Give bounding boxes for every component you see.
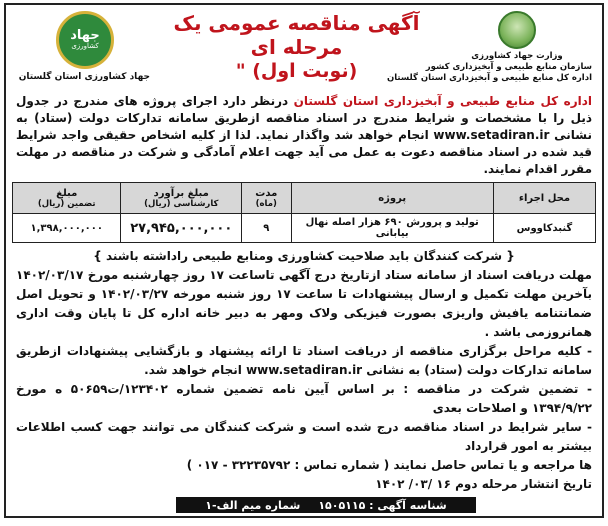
body-text <box>6 247 602 494</box>
setad-link-2[interactable]: www.setadiran.ir <box>246 363 363 377</box>
contact-paragraph: ها مراجعه و یا تماس حاصل نمایند ( شماره تماس : ۳۲۲۳۵۷۹۲ - ۰۱۷ ) <box>186 458 592 472</box>
publish-date: تاریخ انتشار مرحله دوم ۱۶ /۰۳/ ۱۴۰۲ <box>375 477 592 491</box>
jahad-logo-block <box>20 11 150 82</box>
table-row <box>13 214 596 243</box>
col-estimate: مبلغ برآورد کارشناسی (ریال) <box>121 183 242 214</box>
ministry-emblem-icon <box>498 11 536 49</box>
intro-paragraph <box>6 93 602 178</box>
title-line-1: آگهی مناقصه عمومی یک مرحله ای <box>173 11 420 59</box>
tender-table <box>12 182 596 243</box>
eligibility-notice: { شرکت کنندگان باید صلاحیت کشاورزی ومنابع طبیعی راداشته باشند } <box>93 249 515 263</box>
cell-estimate: ۲۷,۹۴۵,۰۰۰,۰۰۰ <box>121 214 242 243</box>
jahad-caption: جهاد کشاورزی استان گلستان <box>18 72 150 82</box>
page-title <box>156 11 437 83</box>
cell-project: تولید و پرورش ۶۹۰ هزار اصله نهال بیابانی <box>291 214 493 243</box>
title-line-2: (نوبت اول) " <box>235 60 358 82</box>
ministry-logo-block <box>386 11 592 84</box>
ministry-line-1: وزارت جهاد کشاورزی <box>471 51 563 61</box>
ministry-line-3: اداره کل منابع طبیعی و آبخیزداری استان گلستان <box>386 73 592 83</box>
intro-text-2: انجام خواهد شد واگذار نماید. لذا از کلیه اشخاص حقیقی واجد شرایط قید شده در اسناد مناقصه دعوت به عمل می آید جهت اعلام آمادگی و شرکت در مناقصه در مهلت مقرر اقدام نمایند. <box>16 128 592 176</box>
other-conditions-paragraph: - سایر شرایط در اسناد مناقصه درج شده است و شرکت کنندگان می توانند جهت کسب اطلاعات بیشتر به امور قرارداد <box>16 420 592 453</box>
cell-duration: ۹ <box>242 214 291 243</box>
ad-id: شناسه آگهی : ۱۵۰۵۱۱۵ <box>318 498 447 512</box>
tender-notice <box>4 3 604 518</box>
footer-bar <box>176 497 476 513</box>
deadline-paragraph: مهلت دریافت اسناد از سامانه ستاد ازتاریخ درج آگهی تاساعت ۱۷ روز چهارشنبه مورخ ۱۴۰۲/۰۳/۱۷ بآخرین مهلت تکمیل و ارسال پیشنهادات تا ساعت ۱۷ روز شنبه مورخه ۱۴۰۲/۰۳/۲۷ و تحویل اصل ضمانتنامه یافیش واریزی بصورت فیزیکی ولاک ومهر به دبیر خانه اداره کل تا پایان وقت اداری همانروزمی باشد . <box>16 268 592 339</box>
cell-location: گنبدکاووس <box>493 214 595 243</box>
ministry-line-2: سازمان منابع طبیعی و آبخیزداری کشور <box>425 62 592 72</box>
col-project: پروژه <box>291 183 493 214</box>
table-header-row <box>13 183 596 214</box>
process-paragraph: - کلیه مراحل برگزاری مناقصه از دریافت اسناد تا ارائه پیشنهاد و بازگشایی پیشنهادات ازطریق سامانه تدارکات دولت (ستاد) به نشانی www.setadiran.ir انجام خواهد شد. <box>16 344 592 377</box>
setad-link[interactable]: www.setadiran.ir <box>433 128 550 142</box>
header <box>6 5 602 93</box>
organization-name: اداره کل منابع طبیعی و آبخیزداری استان گلستان <box>293 94 592 108</box>
jahad-emblem-icon <box>56 11 114 69</box>
col-guarantee: مبلغ تضمین (ریال) <box>13 183 121 214</box>
jahad-emblem-subtext: کشاورزی <box>71 42 99 50</box>
jahad-emblem-text: جهاد <box>70 28 100 43</box>
cell-guarantee: ۱,۳۹۸,۰۰۰,۰۰۰ <box>13 214 121 243</box>
col-duration: مدت (ماه) <box>242 183 291 214</box>
ad-code: شماره میم الف-۱ <box>205 498 301 512</box>
col-location: محل اجراء <box>493 183 595 214</box>
guarantee-paragraph: - تضمین شرکت در مناقصه : بر اساس آیین نامه تضمین شماره ۱۲۳۴۰۲/ت۵۰۶۵۹ ه مورخ ۱۳۹۴/۹/۲۲ و اصلاحات بعدی <box>16 382 592 415</box>
intro-text-1: درنظر دارد اجرای پروژه های مندرج در جدول ذیل را با مشخصات و شرایط مندرج در اسناد مناقصه ازطریق سامانه تدارکات دولت (ستاد) به نشانی <box>16 94 593 142</box>
